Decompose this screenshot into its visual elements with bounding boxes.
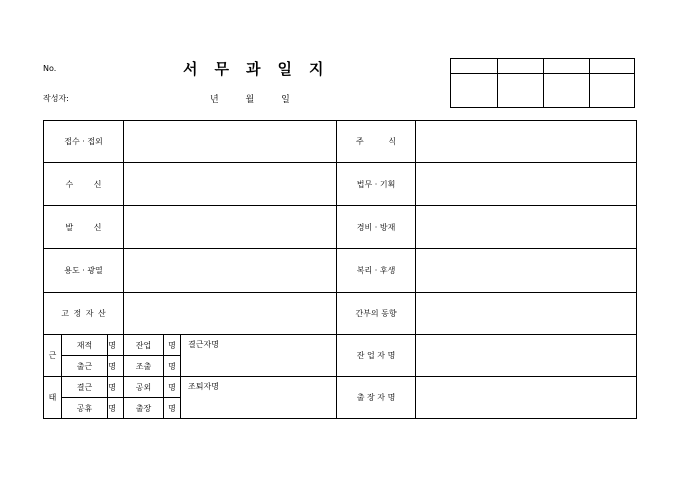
- early-leave-names-field[interactable]: 조퇴자명: [181, 377, 337, 419]
- writer-label: 작성자:: [43, 94, 69, 103]
- entry-field[interactable]: [124, 163, 337, 206]
- page-title: 서무과일지: [183, 60, 341, 78]
- no-label: No.: [43, 64, 57, 73]
- row-label: 간부의 동향: [337, 293, 416, 335]
- attendance-unit[interactable]: 명: [108, 398, 124, 419]
- attendance-side-label: 근: [44, 335, 62, 377]
- attendance-row: [44, 335, 637, 356]
- entry-field[interactable]: [124, 121, 337, 163]
- attendance-item-label: 공외: [124, 377, 164, 398]
- entry-field[interactable]: [416, 335, 637, 377]
- attendance-item-label: 조출: [124, 356, 164, 377]
- row-label: 출 장 자 명: [337, 377, 416, 419]
- attendance-unit[interactable]: 명: [164, 356, 181, 377]
- entry-field[interactable]: [124, 249, 337, 293]
- attendance-unit[interactable]: 명: [164, 398, 181, 419]
- row-label: 발 신: [44, 206, 124, 249]
- absentee-names-field[interactable]: 결근자명: [181, 335, 337, 377]
- form-row: [44, 121, 637, 163]
- attendance-side-label: 태: [44, 377, 62, 419]
- form-row: [44, 206, 637, 249]
- row-label: 복리 · 후생: [337, 249, 416, 293]
- attendance-item-label: 출장: [124, 398, 164, 419]
- row-label: 고 정 자 산: [44, 293, 124, 335]
- entry-field[interactable]: [416, 121, 637, 163]
- entry-field[interactable]: [124, 206, 337, 249]
- attendance-row: [44, 377, 637, 398]
- entry-field[interactable]: [416, 249, 637, 293]
- attendance-unit[interactable]: 명: [108, 356, 124, 377]
- attendance-unit[interactable]: 명: [164, 335, 181, 356]
- approval-column-divider: [589, 59, 590, 107]
- row-label: 법무 · 기획: [337, 163, 416, 206]
- date-label: 년 월 일: [210, 95, 290, 105]
- row-label: 잔 업 자 명: [337, 335, 416, 377]
- row-label: 경비 · 방재: [337, 206, 416, 249]
- approval-column-divider: [497, 59, 498, 107]
- row-label: 수 신: [44, 163, 124, 206]
- approval-column-divider: [543, 59, 544, 107]
- form-row: [44, 163, 637, 206]
- attendance-item-label: 재적: [62, 335, 108, 356]
- entry-field[interactable]: [124, 293, 337, 335]
- log-form-table: [43, 120, 637, 419]
- form-row: [44, 293, 637, 335]
- entry-field[interactable]: [416, 163, 637, 206]
- row-label: 접수 · 접외: [44, 121, 124, 163]
- approval-box: [450, 58, 635, 108]
- form-row: [44, 249, 637, 293]
- attendance-unit[interactable]: 명: [164, 377, 181, 398]
- entry-field[interactable]: [416, 293, 637, 335]
- attendance-unit[interactable]: 명: [108, 377, 124, 398]
- row-label: 용도 · 광열: [44, 249, 124, 293]
- attendance-item-label: 잔업: [124, 335, 164, 356]
- attendance-item-label: 출근: [62, 356, 108, 377]
- entry-field[interactable]: [416, 206, 637, 249]
- attendance-unit[interactable]: 명: [108, 335, 124, 356]
- row-label: 주 식: [337, 121, 416, 163]
- entry-field[interactable]: [416, 377, 637, 419]
- attendance-item-label: 결근: [62, 377, 108, 398]
- attendance-item-label: 공휴: [62, 398, 108, 419]
